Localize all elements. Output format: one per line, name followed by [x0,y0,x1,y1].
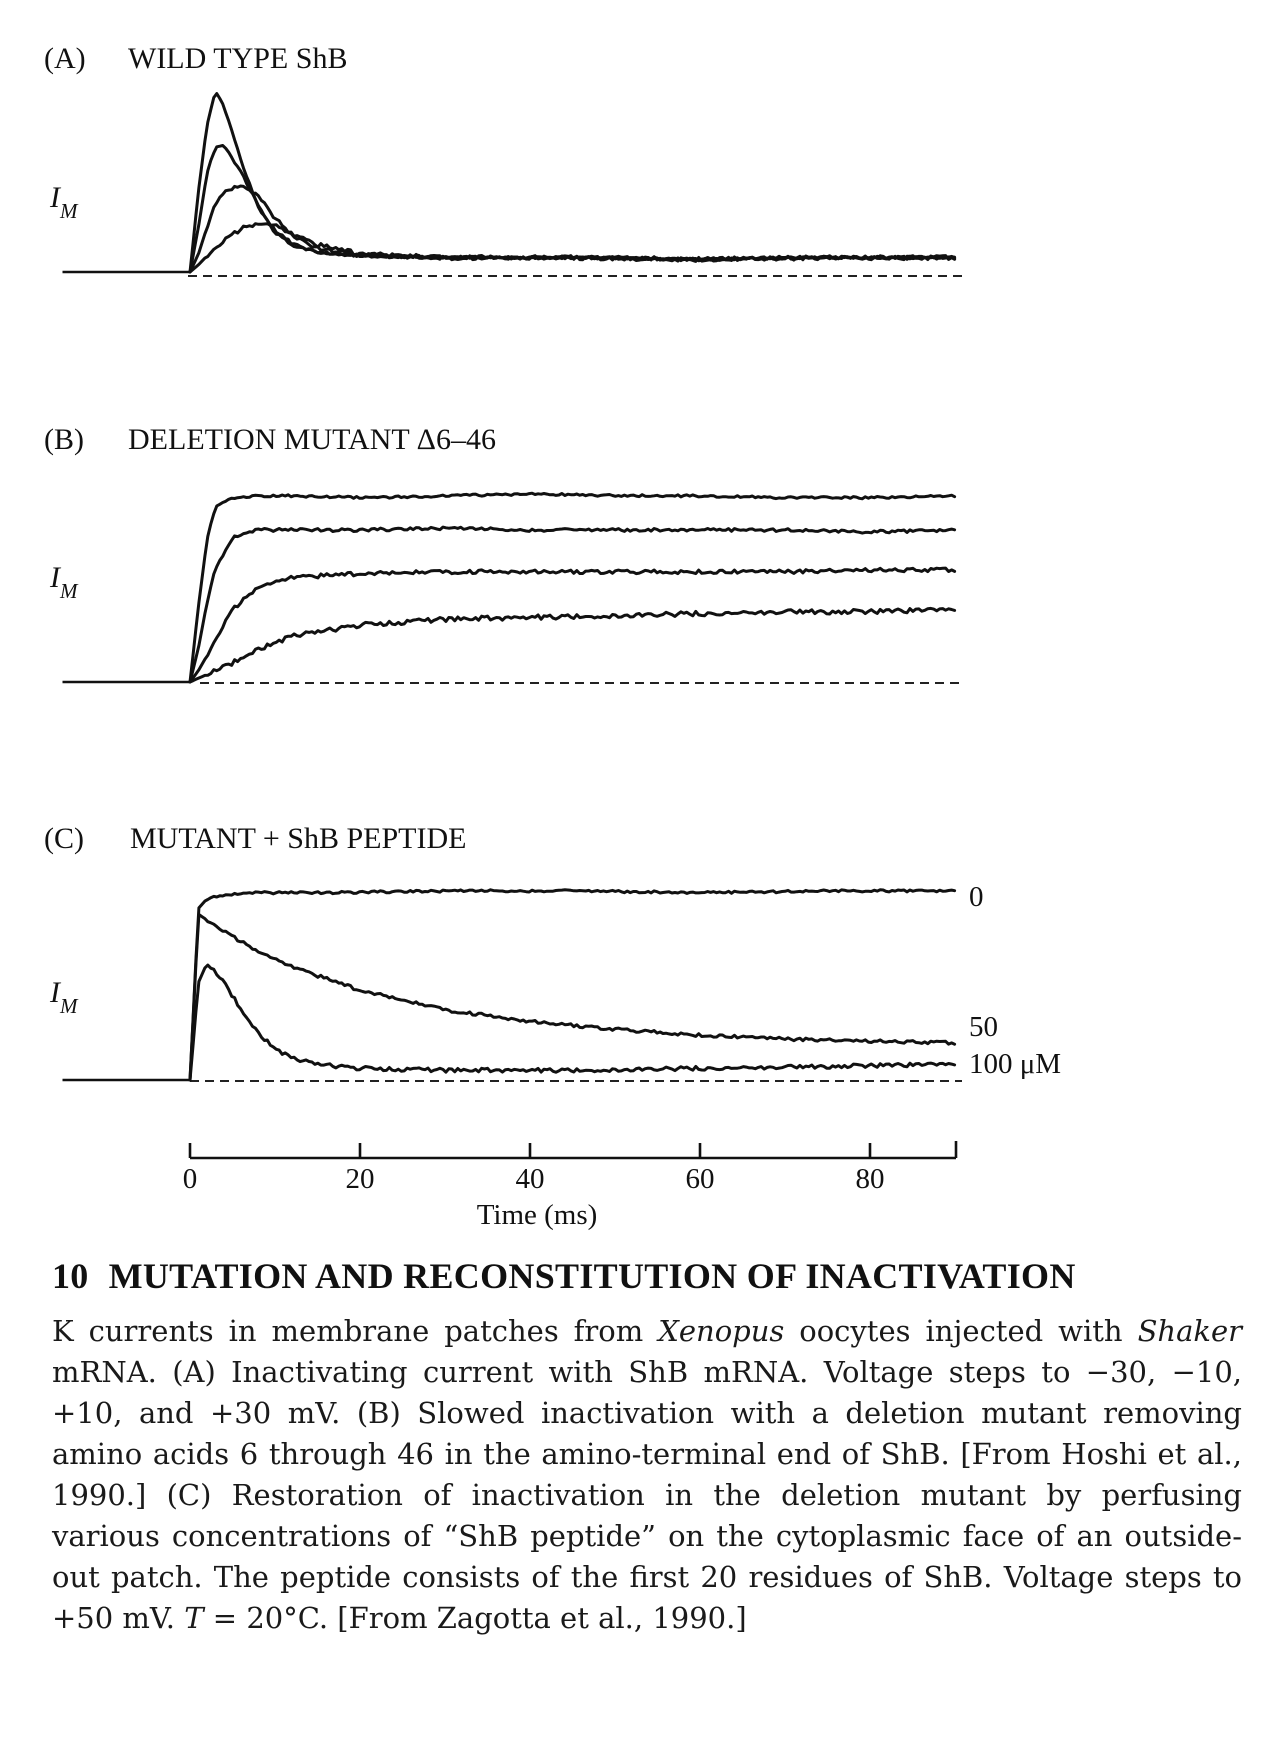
caption-heading [52,1255,1242,1297]
panel-c-trace-3 [190,965,955,1080]
panel-a-letter: (A) [44,42,86,75]
caption-text-4: = 20°C. [From Zagotta et al., 1990.] [203,1601,747,1635]
panel-a-trace-1 [190,94,955,272]
time-axis-tick-label-0: 0 [182,1163,198,1195]
panel-a-trace-2 [190,146,955,273]
caption-italic-t: T [184,1601,204,1635]
caption-text-3: mRNA. (A) Inactivating current with ShB mRNA. Voltage steps to −30, −10, +10, and +30 mV. (B) Slowed inactivation with a deletion mutant removing amino acids 6 through 46 in the amino-terminal end of ShB. [From Hoshi et al., 1990.] (C) Restoration of inactivation in the deletion mutant by perfusing various concentrations of “ShB peptide” on the cytoplasmic face of an outside-out patch. The peptide consists of the first 20 residues of ShB. Voltage steps to +50 mV. [52,1355,1242,1635]
panel-b-ylabel: I [50,561,60,594]
panel-b-ylabel-sub: M [60,579,78,603]
conc-label-50: 50 [969,1011,998,1043]
panel-c-traces [63,890,955,1080]
time-axis [183,1141,956,1231]
panel-c-ylabel-sub: M [60,994,78,1018]
panel-a-traces [63,94,955,272]
panel-b-traces [63,493,955,682]
caption-italic-xenopus: Xenopus [658,1314,785,1348]
panel-c-trace-2 [190,915,955,1081]
caption-body [52,1311,1242,1639]
time-axis-ticks [183,1141,956,1195]
panel-b-letter: (B) [44,423,84,456]
time-axis-tick-label-60: 60 [685,1163,715,1195]
panel-b-title: DELETION MUTANT Δ6–46 [128,423,496,456]
panel-b-trace-4 [190,608,955,682]
conc-label-0: 0 [969,881,984,913]
caption-text-1: K currents in membrane patches from [52,1314,659,1348]
panel-a-title: WILD TYPE ShB [128,42,348,75]
panel-c-trace-1 [190,890,955,1080]
panel-a [44,42,962,276]
panel-b-trace-3 [190,568,955,682]
conc-label-100: 100 μM [969,1048,1062,1080]
panel-c-title: MUTANT + ShB PEPTIDE [130,822,467,855]
time-axis-tick-label-80: 80 [855,1163,885,1195]
panel-a-ylabel-sub: M [60,199,78,223]
panel-a-ylabel: I [50,181,60,214]
time-axis-title: Time (ms) [476,1199,598,1231]
panel-b-trace-2 [190,527,955,682]
panel-b [44,423,962,683]
panel-c-letter: (C) [44,822,84,855]
panel-b-trace-1 [190,493,955,682]
caption-italic-shaker: Shaker [1137,1314,1242,1348]
panel-c [44,822,1061,1081]
time-axis-tick-label-20: 20 [345,1163,375,1195]
figure-caption [52,1255,1242,1639]
caption-title: MUTATION AND RECONSTITUTION OF INACTIVATION [108,1256,1076,1296]
caption-number: 10 [52,1256,89,1296]
time-axis-tick-label-40: 40 [515,1163,545,1195]
panel-c-ylabel: I [50,976,60,1009]
caption-text-2: oocytes injected with [784,1314,1138,1348]
